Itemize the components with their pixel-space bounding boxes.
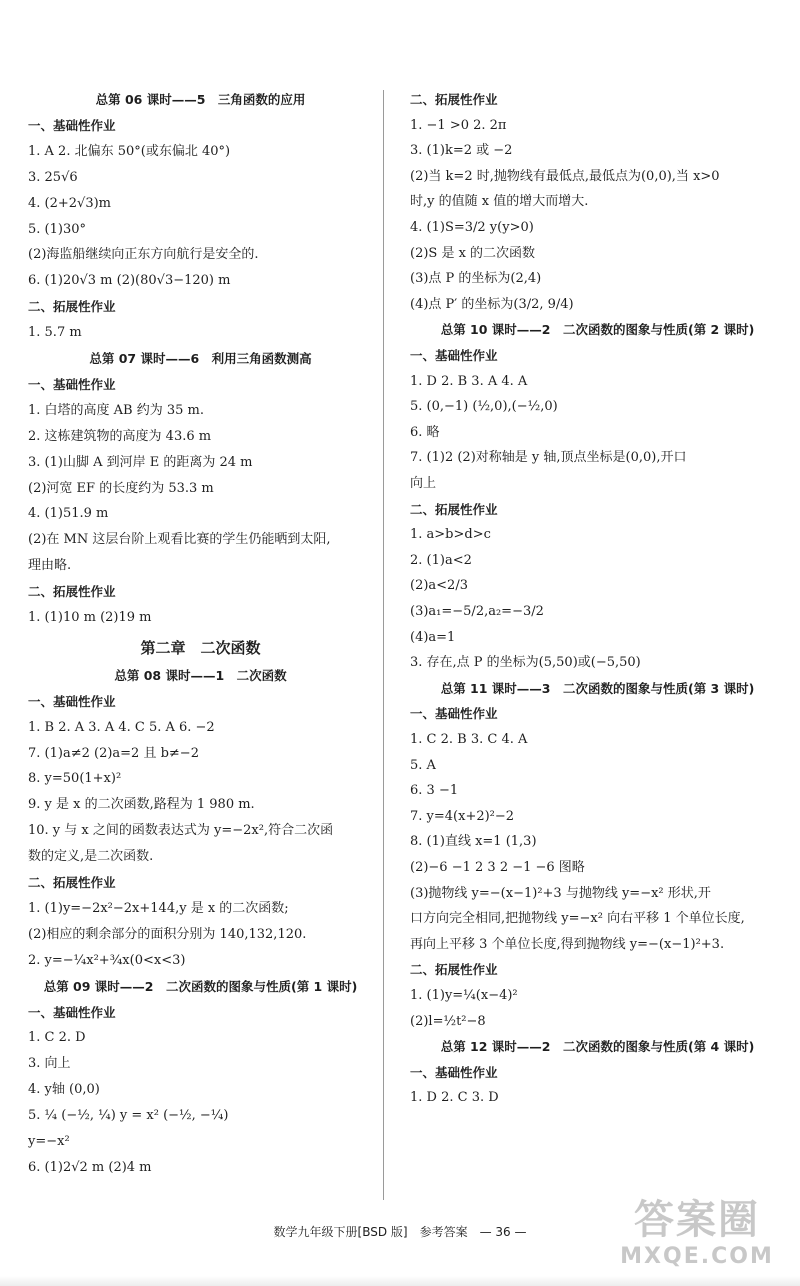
- answer-line: 5. (1)30°: [28, 221, 86, 237]
- answer-line: 1. a>b>d>c: [410, 527, 491, 543]
- watermark-main: 答案圈: [634, 1197, 760, 1243]
- answer-line: (2)S 是 x 的二次函数: [410, 245, 536, 261]
- answer-line: 8. (1)直线 x=1 (1,3): [410, 834, 537, 850]
- section-heading: 二、拓展性作业: [28, 299, 116, 315]
- answer-line: 6. 略: [410, 424, 440, 440]
- section-heading: 二、拓展性作业: [410, 962, 498, 978]
- watermark-sub: MXQE.COM: [620, 1244, 774, 1269]
- answer-line: (2)l=½t²−8: [410, 1013, 486, 1029]
- answer-line: (2)河宽 EF 的长度约为 53.3 m: [28, 480, 214, 496]
- answer-line: 3. (1)k=2 或 −2: [410, 143, 513, 159]
- page-footer: 数学九年级下册[BSD 版] 参考答案 — 36 —: [273, 1225, 527, 1239]
- lesson-title: 总第 07 课时——6 利用三角函数测高: [89, 351, 312, 366]
- answer-line: (2)a<2/3: [410, 578, 468, 594]
- column-divider: [383, 90, 384, 1200]
- section-heading: 一、基础性作业: [28, 693, 116, 709]
- answer-line: 再向上平移 3 个单位长度,得到抛物线 y=−(x−1)²+3.: [410, 936, 725, 952]
- lesson-title: 总第 06 课时——5 三角函数的应用: [95, 92, 306, 107]
- answer-line: 3. (1)山脚 A 到河岸 E 的距离为 24 m: [28, 454, 253, 470]
- answer-line: (2)在 MN 这层台阶上观看比赛的学生仍能晒到太阳,: [28, 532, 331, 548]
- answer-line: (3)点 P 的坐标为(2,4): [410, 271, 542, 287]
- answer-line: 1. C 2. D: [28, 1030, 86, 1046]
- answer-line: y=−x²: [28, 1134, 70, 1149]
- answer-line: 7. (1)a≠2 (2)a=2 且 b≠−2: [28, 745, 199, 761]
- answer-line: 4. (1)51.9 m: [28, 506, 109, 522]
- answer-line: 1. D 2. B 3. A 4. A: [410, 373, 528, 389]
- answer-line: 理由略.: [28, 558, 72, 574]
- answer-line: 向上: [410, 476, 437, 491]
- answer-line: (3)抛物线 y=−(x−1)²+3 与抛物线 y=−x² 形状,开: [410, 885, 711, 901]
- answer-line: 5. (0,−1) (½,0),(−½,0): [410, 399, 558, 415]
- answer-line: 3. 存在,点 P 的坐标为(5,50)或(−5,50): [410, 655, 641, 671]
- answer-line: (3)a₁=−5/2,a₂=−3/2: [410, 604, 544, 619]
- answer-line: 1. −1 >0 2. 2π: [410, 117, 507, 133]
- answer-line: 6. (1)20√3 m (2)(80√3−120) m: [28, 273, 231, 289]
- answer-line: (2)海监船继续向正东方向航行是安全的.: [28, 247, 259, 263]
- section-heading: 二、拓展性作业: [410, 501, 498, 517]
- answer-line: (4)a=1: [410, 629, 456, 645]
- lesson-title: 总第 09 课时——2 二次函数的图象与性质(第 1 课时): [43, 978, 358, 994]
- answer-line: 1. (1)y=−2x²−2x+144,y 是 x 的二次函数;: [28, 900, 289, 916]
- answer-line: (2)当 k=2 时,抛物线有最低点,最低点为(0,0),当 x>0: [410, 168, 720, 184]
- answer-line: 1. (1)10 m (2)19 m: [28, 610, 152, 625]
- answer-line: 口方向完全相同,把抛物线 y=−x² 向右平移 1 个单位长度,: [410, 911, 745, 927]
- answer-line: 5. ¼ (−½, ¼) y = x² (−½, −¼): [28, 1108, 229, 1124]
- section-heading: 一、基础性作业: [28, 376, 116, 392]
- answer-line: 10. y 与 x 之间的函数表达式为 y=−2x²,符合二次函: [28, 823, 334, 839]
- answer-line: 数的定义,是二次函数.: [28, 849, 154, 865]
- answer-line: 8. y=50(1+x)²: [28, 771, 122, 787]
- section-heading: 二、拓展性作业: [410, 92, 498, 107]
- answer-line: 2. (1)a<2: [410, 552, 472, 568]
- section-heading: 一、基础性作业: [410, 706, 498, 722]
- section-heading: 二、拓展性作业: [28, 584, 116, 600]
- lesson-title: 总第 08 课时——1 二次函数: [114, 667, 287, 683]
- section-heading: 二、拓展性作业: [28, 875, 116, 890]
- answer-line: 1. C 2. B 3. C 4. A: [410, 732, 528, 747]
- answer-line: (4)点 P′ 的坐标为(3/2, 9/4): [410, 296, 574, 312]
- answer-line: (2)相应的剩余部分的面积分别为 140,132,120.: [28, 926, 307, 942]
- answer-line: 6. (1)2√2 m (2)4 m: [28, 1159, 152, 1175]
- answer-line: 1. D 2. C 3. D: [410, 1090, 499, 1106]
- answer-line: 1. 白塔的高度 AB 约为 35 m.: [28, 402, 205, 418]
- answer-line: 4. (2+2√3)m: [28, 195, 111, 211]
- answer-line: 7. y=4(x+2)²−2: [410, 808, 515, 824]
- answer-line: 1. 5.7 m: [28, 325, 82, 341]
- answer-line: 3. 25√6: [28, 169, 78, 185]
- answer-line: 4. y轴 (0,0): [28, 1082, 100, 1098]
- section-heading: 一、基础性作业: [410, 348, 498, 363]
- answer-line: 7. (1)2 (2)对称轴是 y 轴,顶点坐标是(0,0),开口: [410, 450, 687, 466]
- answer-line: (2)−6 −1 2 3 2 −1 −6 图略: [410, 860, 585, 875]
- answer-line: 时,y 的值随 x 值的增大而增大.: [410, 194, 589, 210]
- section-heading: 一、基础性作业: [28, 1004, 116, 1020]
- answer-line: 5. A: [410, 757, 436, 773]
- chapter-heading: 第二章 二次函数: [140, 638, 261, 657]
- lesson-title: 总第 11 课时——3 二次函数的图象与性质(第 3 课时): [440, 680, 755, 696]
- scan-edge: [0, 1276, 800, 1286]
- lesson-title: 总第 12 课时——2 二次函数的图象与性质(第 4 课时): [440, 1039, 755, 1055]
- answer-line: 6. 3 −1: [410, 783, 459, 799]
- answer-line: 1. B 2. A 3. A 4. C 5. A 6. −2: [28, 719, 215, 735]
- answer-line: 3. 向上: [28, 1056, 71, 1072]
- answer-line: 9. y 是 x 的二次函数,路程为 1 980 m.: [28, 797, 255, 813]
- answer-line: 4. (1)S=3/2 y(y>0): [410, 220, 534, 235]
- lesson-title: 总第 10 课时——2 二次函数的图象与性质(第 2 课时): [440, 322, 755, 338]
- watermark-logo: [612, 1196, 782, 1280]
- section-heading: 一、基础性作业: [28, 117, 116, 133]
- section-heading: 一、基础性作业: [410, 1064, 498, 1080]
- answer-line: 2. y=−¼x²+¾x(0<x<3): [28, 952, 186, 968]
- answer-line: 2. 这栋建筑物的高度为 43.6 m: [28, 428, 212, 444]
- answer-line: 1. A 2. 北偏东 50°(或东偏北 40°): [28, 143, 231, 159]
- answer-line: 1. (1)y=¼(x−4)²: [410, 988, 518, 1003]
